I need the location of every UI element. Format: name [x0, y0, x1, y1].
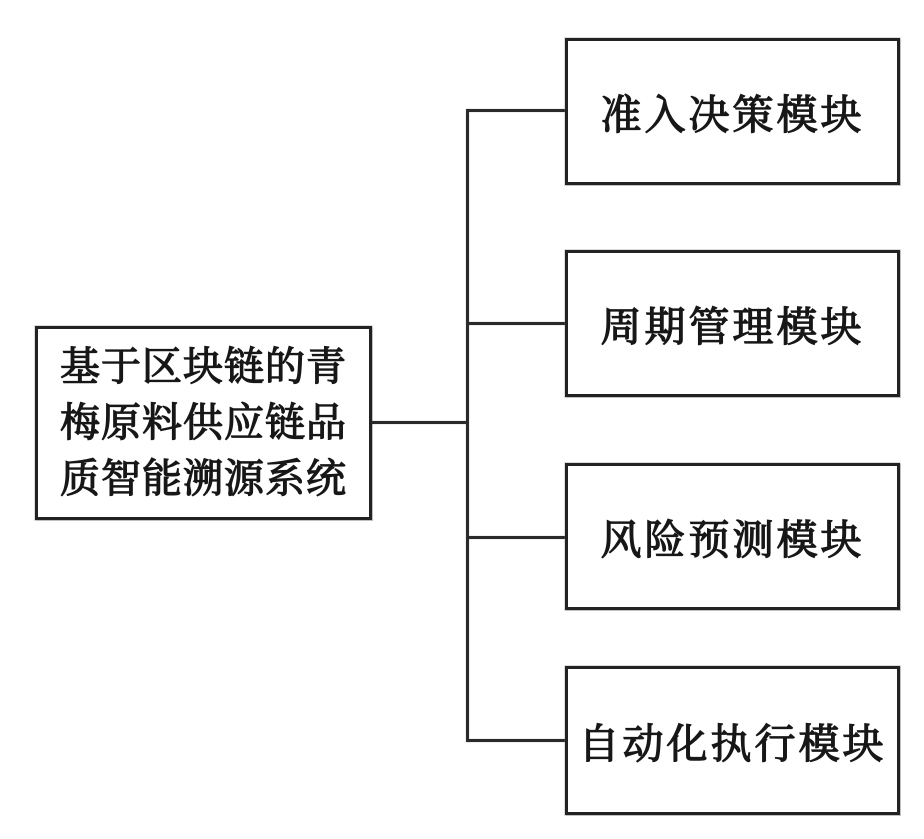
root-node-label-line2: 梅原料供应链品 [60, 401, 347, 445]
connector-branch-module-1 [467, 109, 565, 112]
connector-branch-module-3 [467, 536, 565, 539]
root-node-label-line1: 基于区块链的青 [60, 345, 347, 389]
module-node-automated-execution [565, 666, 900, 815]
module-node-cycle-management [565, 250, 900, 397]
root-node-label-line3: 质智能溯源系统 [60, 457, 347, 501]
connector-branch-module-2 [467, 322, 565, 325]
connector-trunk-line [466, 109, 469, 742]
module-node-risk-prediction [565, 463, 900, 610]
module-node-label: 周期管理模块 [600, 304, 865, 350]
module-node-label: 风险预测模块 [600, 517, 865, 563]
connector-root-to-trunk [372, 421, 467, 424]
root-system-node [35, 326, 372, 520]
connector-branch-module-4 [467, 739, 565, 742]
module-node-label: 自动化执行模块 [578, 721, 887, 767]
module-node-access-decision [565, 38, 900, 185]
module-node-label: 准入决策模块 [600, 92, 865, 138]
